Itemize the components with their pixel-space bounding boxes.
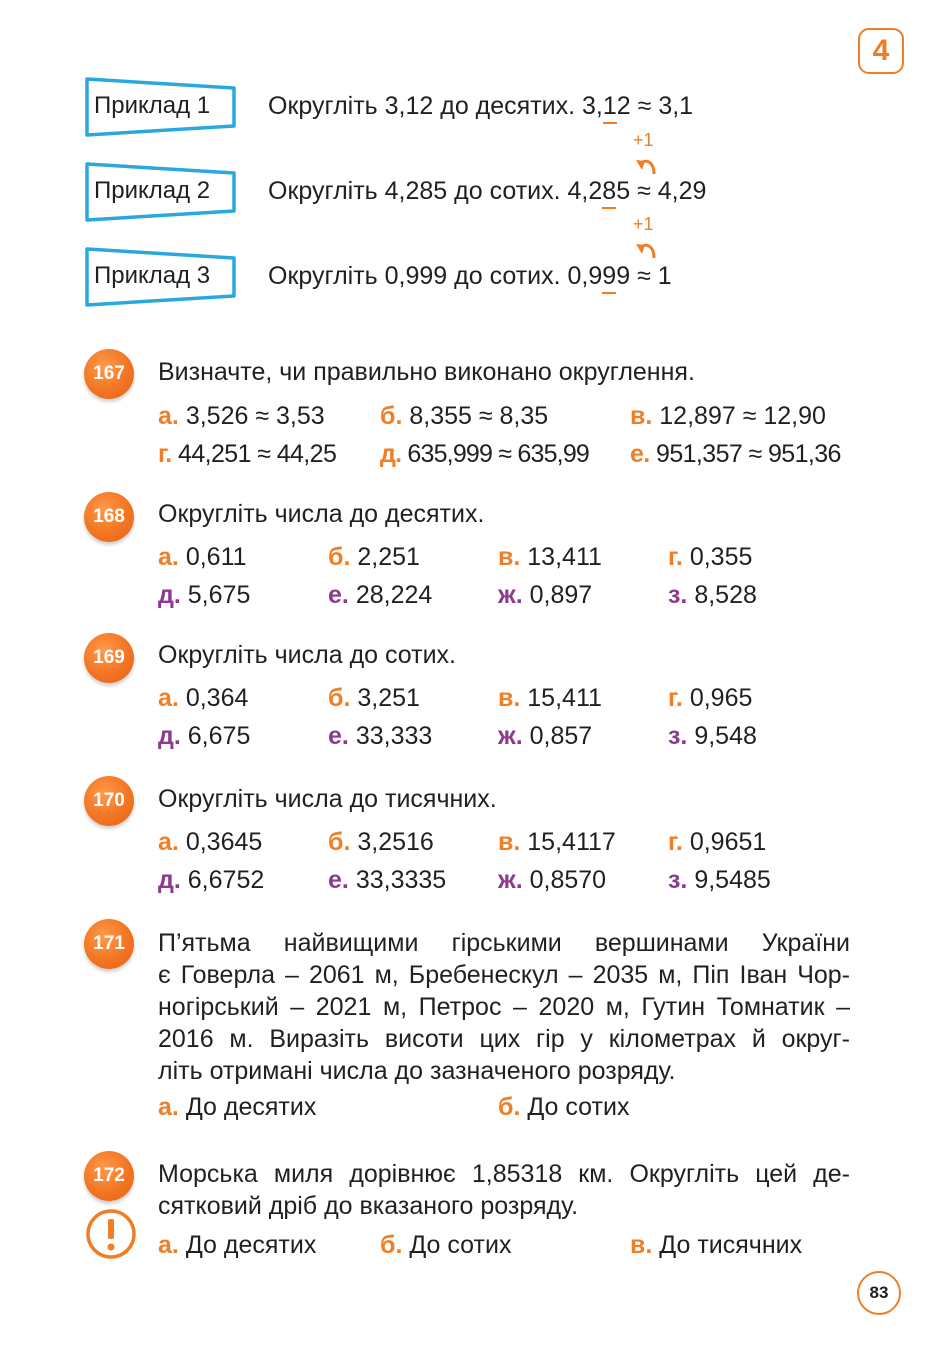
task-question: Округліть числа до десятих.	[158, 500, 485, 528]
task-item: ж. 0,857	[498, 722, 593, 750]
task-item: ж. 0,8570	[498, 866, 607, 894]
text-line: сятковий дріб до вказаного розряду.	[158, 1192, 579, 1220]
task-item: а. 0,364	[158, 684, 249, 712]
task-item: ж. 0,897	[498, 581, 593, 609]
task-number-badge: 172	[84, 1151, 134, 1201]
task-item: д. 635,999 ≈ 635,99	[380, 440, 590, 468]
task-item: а. До десятих	[158, 1093, 317, 1121]
task-item: а. До десятих	[158, 1231, 317, 1259]
task-item: е. 951,357 ≈ 951,36	[630, 440, 841, 468]
example-statement: Округліть 0,999 до сотих.	[268, 262, 561, 290]
task-number-badge: 171	[84, 919, 134, 969]
task-item: е. 28,224	[328, 581, 433, 609]
task-item: в. 15,411	[498, 684, 602, 712]
task-number-badge: 170	[84, 776, 134, 826]
text-line: літь отримані числа до зазначеного розряду.	[158, 1057, 676, 1085]
task-item: е. 33,3335	[328, 866, 447, 894]
underlined-digit: 1	[602, 92, 617, 120]
example-result: ≈ 1	[637, 262, 672, 290]
task-item: б. До сотих	[498, 1093, 630, 1121]
page-number: 83	[857, 1271, 901, 1315]
task-item: в. 12,897 ≈ 12,90	[630, 402, 826, 430]
example-label: Приклад 3	[94, 262, 211, 289]
task-item: д. 6,675	[158, 722, 251, 750]
example-2-text	[268, 177, 706, 206]
example-tag-3	[84, 246, 239, 308]
task-number-badge: 167	[84, 349, 134, 399]
task-item: д. 5,675	[158, 581, 251, 609]
task-item: з. 9,548	[668, 722, 757, 750]
text-line: П’ятьма найвищими гірськими вершинами України	[158, 929, 850, 957]
example-statement: Округліть 4,285 до сотих.	[268, 177, 561, 205]
carry-arrow-icon	[634, 238, 658, 262]
task-question: Округліть числа до тисячних.	[158, 785, 497, 813]
underlined-digit: 8	[602, 177, 617, 205]
example-tag-1	[84, 76, 239, 138]
example-3-text	[268, 262, 672, 291]
text-line: є Говерла – 2061 м, Бребенескул – 2035 м, Піп Іван Чор-	[158, 961, 850, 989]
plus-one-label: +1	[633, 130, 654, 150]
task-item: б. До сотих	[380, 1231, 512, 1259]
task-item: г. 44,251 ≈ 44,25	[158, 440, 337, 468]
example-number: 3,12	[582, 92, 631, 120]
task-item: б. 3,2516	[328, 828, 434, 856]
task-text	[158, 927, 850, 1087]
task-item: б. 3,251	[328, 684, 420, 712]
task-item: в. До тисячних	[630, 1231, 803, 1259]
task-number-badge: 169	[84, 633, 134, 683]
task-item: а. 0,3645	[158, 828, 263, 856]
task-item: а. 3,526 ≈ 3,53	[158, 402, 325, 430]
example-result: ≈ 4,29	[637, 177, 707, 205]
example-label: Приклад 2	[94, 177, 211, 204]
example-result: ≈ 3,1	[637, 92, 694, 120]
task-item: в. 15,4117	[498, 828, 616, 856]
plus-one-label: +1	[633, 214, 654, 234]
task-text	[158, 1158, 850, 1222]
task-item: в. 13,411	[498, 543, 602, 571]
task-item: б. 8,355 ≈ 8,35	[380, 402, 549, 430]
example-tag-2	[84, 161, 239, 223]
task-item: д. 6,6752	[158, 866, 265, 894]
underlined-digit: 9	[602, 262, 617, 290]
task-item: г. 0,355	[668, 543, 753, 571]
task-number-badge: 168	[84, 492, 134, 542]
text-line: ногірський – 2021 м, Петрос – 2020 м, Гутин Томнатик –	[158, 993, 850, 1021]
example-1-text	[268, 92, 693, 121]
task-item: г. 0,9651	[668, 828, 767, 856]
task-item: б. 2,251	[328, 543, 420, 571]
attention-icon	[85, 1208, 137, 1260]
example-number: 4,285	[567, 177, 631, 205]
text-line: Морська миля дорівнює 1,85318 км. Округліть цей де-	[158, 1160, 850, 1188]
text-line: 2016 м. Виразіть висоти цих гір у кілометрах й округ-	[158, 1025, 850, 1053]
carry-arrow-icon	[634, 154, 658, 178]
task-question: Визначте, чи правильно виконано округлення.	[158, 358, 695, 386]
chapter-number: 4	[858, 28, 904, 74]
example-label: Приклад 1	[94, 92, 211, 119]
task-question: Округліть числа до сотих.	[158, 641, 456, 669]
task-item: а. 0,611	[158, 543, 247, 571]
example-statement: Округліть 3,12 до десятих.	[268, 92, 576, 120]
task-item: з. 8,528	[668, 581, 757, 609]
task-item: з. 9,5485	[668, 866, 771, 894]
task-item: г. 0,965	[668, 684, 753, 712]
task-item: е. 33,333	[328, 722, 433, 750]
example-number: 0,999	[567, 262, 631, 290]
